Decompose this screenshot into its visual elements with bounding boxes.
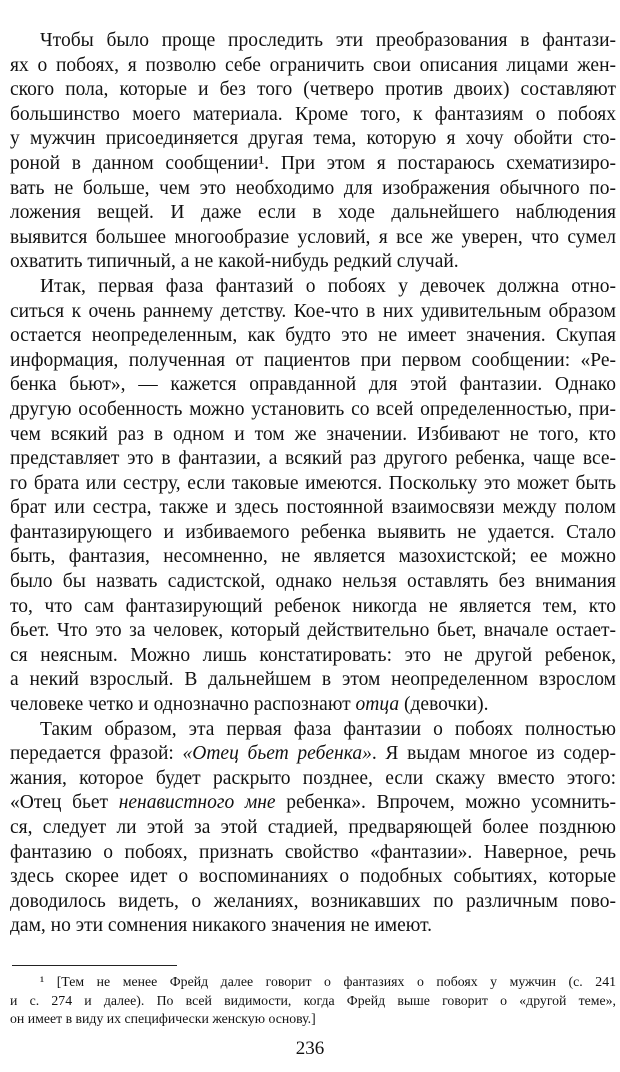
text-segment: человеке четко и однозначно распознают bbox=[10, 694, 356, 716]
text-line: ях о побоях, я позволю себе ограничить свои описания лицами жен- bbox=[10, 54, 616, 76]
text-line: жания, которое будет раскрыто позднее, если скажу вместо этого: bbox=[10, 767, 616, 789]
text-line: фантазирующего и избиваемого ребенка выявить не удается. Стало bbox=[10, 521, 616, 543]
footnote-line: и с. 274 и далее). По всей видимости, когда Фрейд выше говорит о «другой теме», bbox=[10, 992, 616, 1008]
text-segment: передается фразой: bbox=[10, 743, 183, 765]
text-line: ся неясным. Можно лишь констатировать: это не другой ребенок, bbox=[10, 644, 616, 666]
emphasis-text: ненавистного мне bbox=[118, 792, 276, 814]
text-line: остается неопределенным, как будто это не имеет значения. Скупая bbox=[10, 325, 616, 347]
text-line: охватить типичный, а не какой-нибудь редкий случай. bbox=[10, 251, 459, 273]
text-line: Чтобы было проще проследить эти преобразования в фантази- bbox=[40, 30, 616, 51]
text-segment: . Я выдам многое из содер- bbox=[371, 743, 616, 765]
text-line: роной в данном сообщении¹. При этом я постараюсь схематизиро- bbox=[10, 152, 616, 174]
text-line bbox=[10, 742, 616, 767]
text-segment: ребенка». Впрочем, можно усомнить- bbox=[275, 792, 616, 814]
text-segment: «Отец бьет bbox=[10, 792, 119, 814]
footnote-divider bbox=[12, 965, 177, 966]
text-line: ложения вещей. И даже если в ходе дальнейшего наблюдения bbox=[10, 202, 616, 224]
text-line bbox=[10, 693, 616, 718]
text-line: здесь скорее идет о воспоминаниях о подобных событиях, которые bbox=[10, 866, 616, 888]
text-line: быть, фантазия, несомненно, не является мазохистской; ее можно bbox=[10, 546, 616, 568]
text-line bbox=[10, 791, 616, 816]
text-segment: (девочки). bbox=[399, 694, 489, 716]
text-line: а некий взрослый. В дальнейшем в этом неопределенном взрослом bbox=[10, 669, 616, 691]
footnote-line: ¹ [Тем не менее Фрейд далее говорит о фантазиях о побоях у мужчин (с. 241 bbox=[40, 974, 616, 989]
text-line: выявится большее многообразие условий, я все же уверен, что сумел bbox=[10, 226, 616, 248]
footnote-line: он имеет в виду их специфически женскую основу.] bbox=[10, 1011, 316, 1026]
emphasis-text: «Отец бьет ребенка» bbox=[182, 743, 372, 765]
text-line: Таким образом, эта первая фаза фантазии о побоях полностью bbox=[40, 718, 616, 740]
text-line: ситься к очень раннему детству. Кое-что в них удивительным образом bbox=[10, 300, 616, 322]
page-number: 236 bbox=[295, 1038, 325, 1059]
footnote bbox=[10, 973, 616, 1029]
text-line: большинство моего материала. Кроме того, к фантазиям о побоях bbox=[10, 103, 616, 125]
text-line: то, что сам фантазирующий ребенок никогда не является тем, кто bbox=[10, 595, 616, 617]
emphasis-text: отца bbox=[355, 694, 400, 716]
text-line: вать не больше, чем это необходимо для изображения обычного по- bbox=[10, 177, 616, 199]
text-line: го брата или сестру, если таковые имеются. Поскольку это может быть bbox=[10, 472, 616, 494]
text-line: фантазию о побоях, признать свойство «фантазии». Наверное, речь bbox=[10, 841, 616, 863]
text-line: бенка бьют», — кажется оправданной для этой фантазии. Однако bbox=[10, 374, 616, 396]
text-line: ского пола, которые и без того (четверо против двоих) составляют bbox=[10, 79, 616, 101]
text-line: доводилось видеть, о желаниях, возникавших по различным пово- bbox=[10, 890, 616, 912]
text-line: информация, полученная от пациентов при первом сообщении: «Ре- bbox=[10, 349, 616, 371]
text-line: представляет это в фантазии, а всякий раз другого ребенка, чаще все- bbox=[10, 448, 616, 470]
body-text bbox=[10, 29, 616, 939]
text-line: бьет. Что это за человек, который действительно бьет, вначале остает- bbox=[10, 620, 616, 642]
text-line: Итак, первая фаза фантазий о побоях у девочек должна отно- bbox=[40, 275, 616, 297]
text-line: было бы назвать садистской, однако нельзя оставлять без внимания bbox=[10, 571, 616, 593]
text-line: дам, но эти сомнения никакого значения не имеют. bbox=[10, 915, 433, 937]
text-line: другую особенность можно установить со всей определенностью, при- bbox=[10, 398, 616, 420]
text-line: брат или сестра, также и здесь постоянной взаимосвязи между полом bbox=[10, 497, 616, 519]
text-line: ся, следует ли этой за этой стадией, предваряющей более позднюю bbox=[10, 817, 616, 838]
text-line: у мужчин присоединяется другая тема, которую я хочу обойти сто- bbox=[10, 128, 616, 150]
text-line: чем всякий раз в одном и том же значении. Избивают не того, кто bbox=[10, 423, 616, 445]
